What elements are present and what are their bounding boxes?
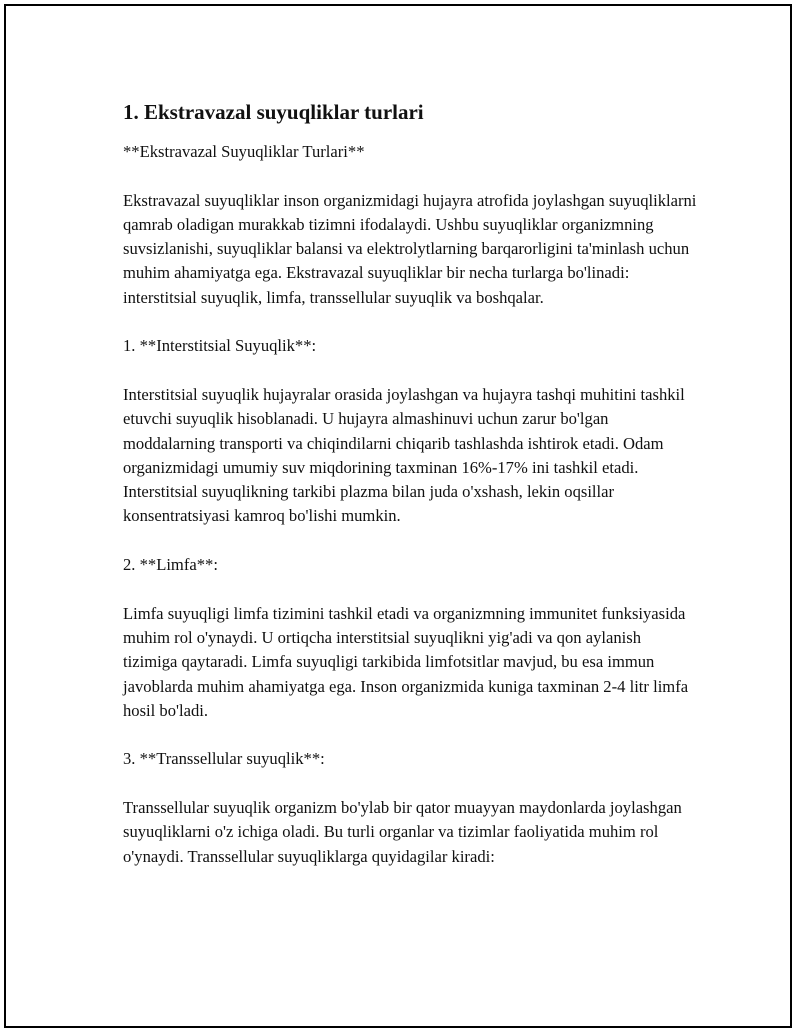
transsellular-paragraph: Transsellular suyuqlik organizm bo'ylab bir qator muayyan maydonlarda joylashgan suyuqliklarni o'z ichiga oladi. Bu turli organlar va tizimlar faoliyatida muhim rol o'ynaydi. Transsellular suyuqliklarga quyidagilar kiradi: xyxy=(123,798,682,866)
page-frame xyxy=(4,4,792,1028)
document-title: 1. Ekstravazal suyuqliklar turlari xyxy=(123,100,424,124)
document-body xyxy=(123,98,698,893)
interstitial-paragraph: Interstitsial suyuqlik hujayralar orasida joylashgan va hujayra tashqi muhitini tashkil etuvchi suyuqlik hisoblanadi. U hujayra almashinuvi uchun zarur bo'lgan moddalarning transporti va chiqindilarni chiqarib tashlashda ishtirok etadi. Odam organizmidagi umumiy suv miqdorining taxminan 16%-17% ini tashkil etadi. Interstitsial suyuqlikning tarkibi plazma bilan juda o'xshash, lekin oqsillar konsentratsiyasi kamroq bo'lishi mumkin. xyxy=(123,384,685,526)
intro-paragraph: Ekstravazal suyuqliklar inson organizmidagi hujayra atrofida joylashgan suyuqliklarni qamrab oladigan murakkab tizimni ifodalaydi. Ushbu suyuqliklar organizmning suvsizlanishi, suyuqliklar balansi va elektrolytlarning barqarorligini ta'minlash uchun muhim ahamiyatga ega. Ekstravazal suyuqliklar bir necha turlarga bo'linadi: interstitsial suyuqlik, limfa, transsellular suyuqlik va boshqalar. xyxy=(123,190,697,307)
section-heading-interstitial: 1. **Interstitsial Suyuqlik**: xyxy=(123,336,317,356)
section-heading-limfa: 2. **Limfa**: xyxy=(123,555,218,575)
section-heading-transsellular: 3. **Transsellular suyuqlik**: xyxy=(123,749,325,769)
limfa-paragraph: Limfa suyuqligi limfa tizimini tashkil etadi va organizmning immunitet funksiyasida muhim rol o'ynaydi. U ortiqcha interstitsial suyuqlikni yig'adi va qon aylanish tizimiga qaytaradi. Limfa suyuqligi tarkibida limfotsitlar mavjud, bu esa immun javoblarda muhim ahamiyatga ega. Inson organizmida kuniga taxminan 2-4 litr limfa hosil bo'ladi. xyxy=(123,603,689,720)
subtitle-paragraph: **Ekstravazal Suyuqliklar Turlari** xyxy=(123,142,365,161)
